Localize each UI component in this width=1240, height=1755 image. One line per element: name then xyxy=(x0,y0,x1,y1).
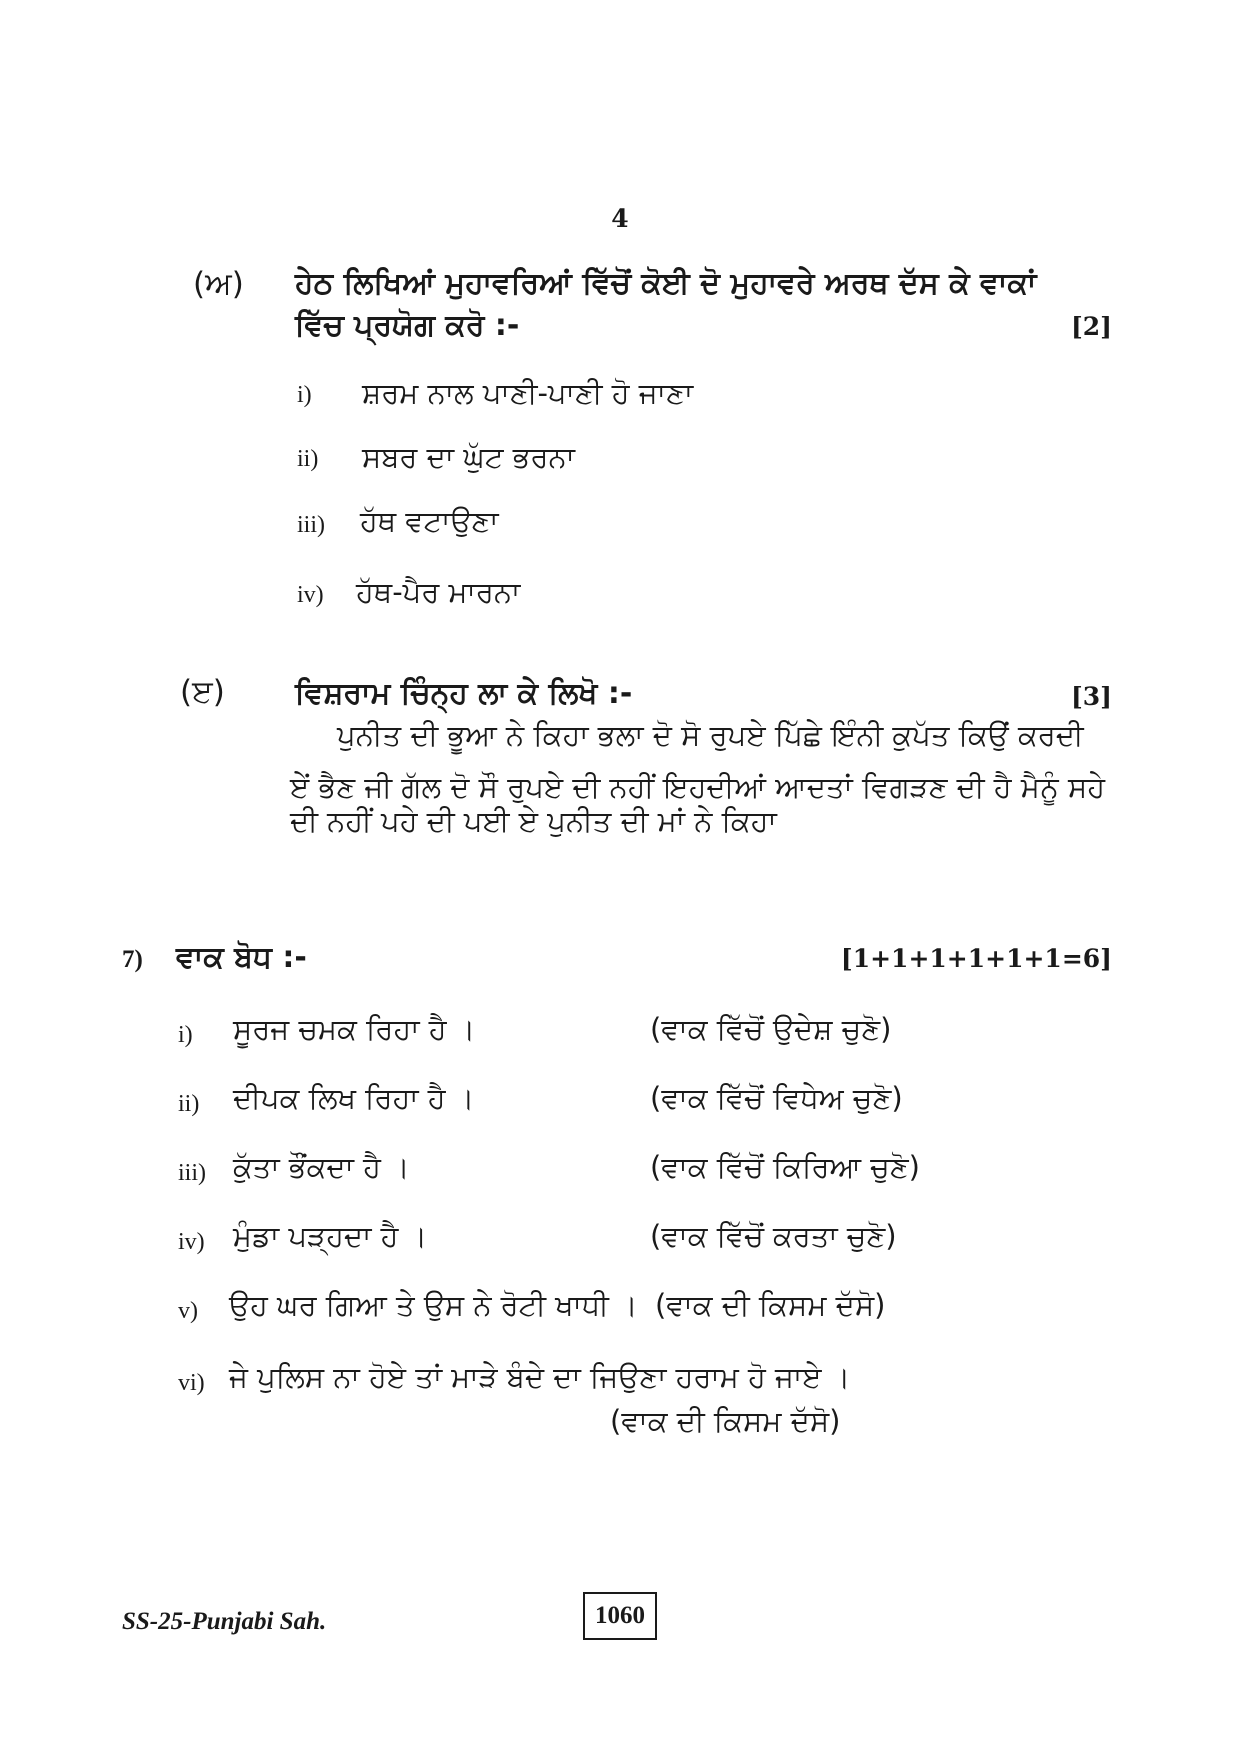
section-e-heading: ਵਿਸ਼ਰਾਮ ਚਿੰਨ੍ਹ ਲਾ ਕੇ ਲਿਖੋ :- xyxy=(295,676,633,711)
section-a-marks: [2] xyxy=(1070,312,1112,341)
passage-line: ਦੀ ਨਹੀਂ ਪਹੇ ਦੀ ਪਈ ਏ ਪੁਨੀਤ ਦੀ ਮਾਂ ਨੇ ਕਿਹਾ xyxy=(290,804,777,838)
footer-paper-code: SS-25-Punjabi Sah. xyxy=(122,1608,327,1635)
passage-line: ਪੁਨੀਤ ਦੀ ਭੂਆ ਨੇ ਕਿਹਾ ਭਲਾ ਦੋ ਸੋ ਰੁਪਏ ਪਿੱਛੇ ਇੰਨੀ ਕੁਪੱਤ ਕਿਉਂ ਕਰਦੀ xyxy=(337,718,1084,752)
q7-item-num: ii) xyxy=(178,1091,200,1117)
q7-item-text: ਸੂਰਜ ਚਮਕ ਰਿਹਾ ਹੈ । xyxy=(233,1012,476,1046)
q7-item-text: ਜੇ ਪੁਲਿਸ ਨਾ ਹੋਏ ਤਾਂ ਮਾੜੇ ਬੰਦੇ ਦਾ ਜਿਉਣਾ ਹਰਾਮ ਹੋ ਜਾਏ । xyxy=(229,1360,851,1394)
section-a-label: (ਅ) xyxy=(193,266,244,302)
q7-item-instruction: (ਵਾਕ ਵਿੱਚੋਂ ਕਰਤਾ ਚੁਣੋ) xyxy=(650,1219,897,1253)
q7-item-num: vi) xyxy=(178,1370,205,1396)
q7-item-text: ਮੁੰਡਾ ਪੜ੍ਹਦਾ ਹੈ । xyxy=(233,1219,428,1253)
section-a-item-text: ਸਬਰ ਦਾ ਘੁੱਟ ਭਰਨਾ xyxy=(362,440,575,474)
question-7-marks: [1+1+1+1+1+1=6] xyxy=(840,944,1112,973)
q7-item-text: ਕੁੱਤਾ ਭੌਂਕਦਾ ਹੈ । xyxy=(233,1150,410,1184)
q7-item-instruction: (ਵਾਕ ਵਿੱਚੋਂ ਉਦੇਸ਼ ਚੁਣੋ) xyxy=(650,1012,892,1046)
section-a-item-text: ਹੱਥ-ਪੈਰ ਮਾਰਨਾ xyxy=(356,575,521,609)
q7-item-instruction: (ਵਾਕ ਵਿੱਚੋਂ ਕਿਰਿਆ ਚੁਣੋ) xyxy=(650,1150,920,1184)
section-a-item-text: ਹੱਥ ਵਟਾਉਣਾ xyxy=(360,504,499,538)
section-e-label: (ੲ) xyxy=(180,674,225,710)
footer-page-box: 1060 xyxy=(583,1592,657,1640)
section-a-heading-line2: ਵਿੱਚ ਪ੍ਰਯੋਗ ਕਰੋ :- xyxy=(295,308,520,343)
q7-item-instruction: (ਵਾਕ ਵਿੱਚੋਂ ਵਿਧੇਅ ਚੁਣੋ) xyxy=(650,1081,903,1115)
section-a-item-text: ਸ਼ਰਮ ਨਾਲ ਪਾਣੀ-ਪਾਣੀ ਹੋ ਜਾਣਾ xyxy=(362,376,694,410)
q7-item-num: v) xyxy=(178,1298,198,1324)
q7-item-text: ਉਹ ਘਰ ਗਿਆ ਤੇ ਉਸ ਨੇ ਰੋਟੀ ਖਾਧੀ । xyxy=(229,1288,638,1322)
q7-item-num: i) xyxy=(178,1022,193,1048)
passage-line: ਏਂ ਭੈਣ ਜੀ ਗੱਲ ਦੋ ਸੌ ਰੁਪਏ ਦੀ ਨਹੀਂ ਇਹਦੀਆਂ ਆਦਤਾਂ ਵਿਗੜਣ ਦੀ ਹੈ ਮੈਨੂੰ ਸਹੇ xyxy=(290,770,1106,804)
section-a-item-num: i) xyxy=(297,382,312,408)
page-number: 4 xyxy=(611,204,629,233)
q7-item-num: iv) xyxy=(178,1229,205,1255)
question-7-number: 7) xyxy=(122,946,143,973)
section-a-item-num: iv) xyxy=(297,582,324,608)
section-a-item-num: iii) xyxy=(297,512,325,538)
question-7-heading: ਵਾਕ ਬੋਧ :- xyxy=(176,940,307,975)
q7-item-text: ਦੀਪਕ ਲਿਖ ਰਿਹਾ ਹੈ । xyxy=(233,1081,475,1115)
section-a-item-num: ii) xyxy=(297,446,319,472)
q7-item-instruction: (ਵਾਕ ਦੀ ਕਿਸਮ ਦੱਸੋ) xyxy=(610,1404,841,1438)
q7-item-instruction: (ਵਾਕ ਦੀ ਕਿਸਮ ਦੱਸੋ) xyxy=(655,1288,886,1322)
section-a-heading-line1: ਹੇਠ ਲਿਖਿਆਂ ਮੁਹਾਵਰਿਆਂ ਵਿੱਚੋਂ ਕੋਈ ਦੋ ਮੁਹਾਵਰੇ ਅਰਥ ਦੱਸ ਕੇ ਵਾਕਾਂ xyxy=(295,266,1037,301)
q7-item-num: iii) xyxy=(178,1160,206,1186)
section-e-marks: [3] xyxy=(1070,682,1112,711)
